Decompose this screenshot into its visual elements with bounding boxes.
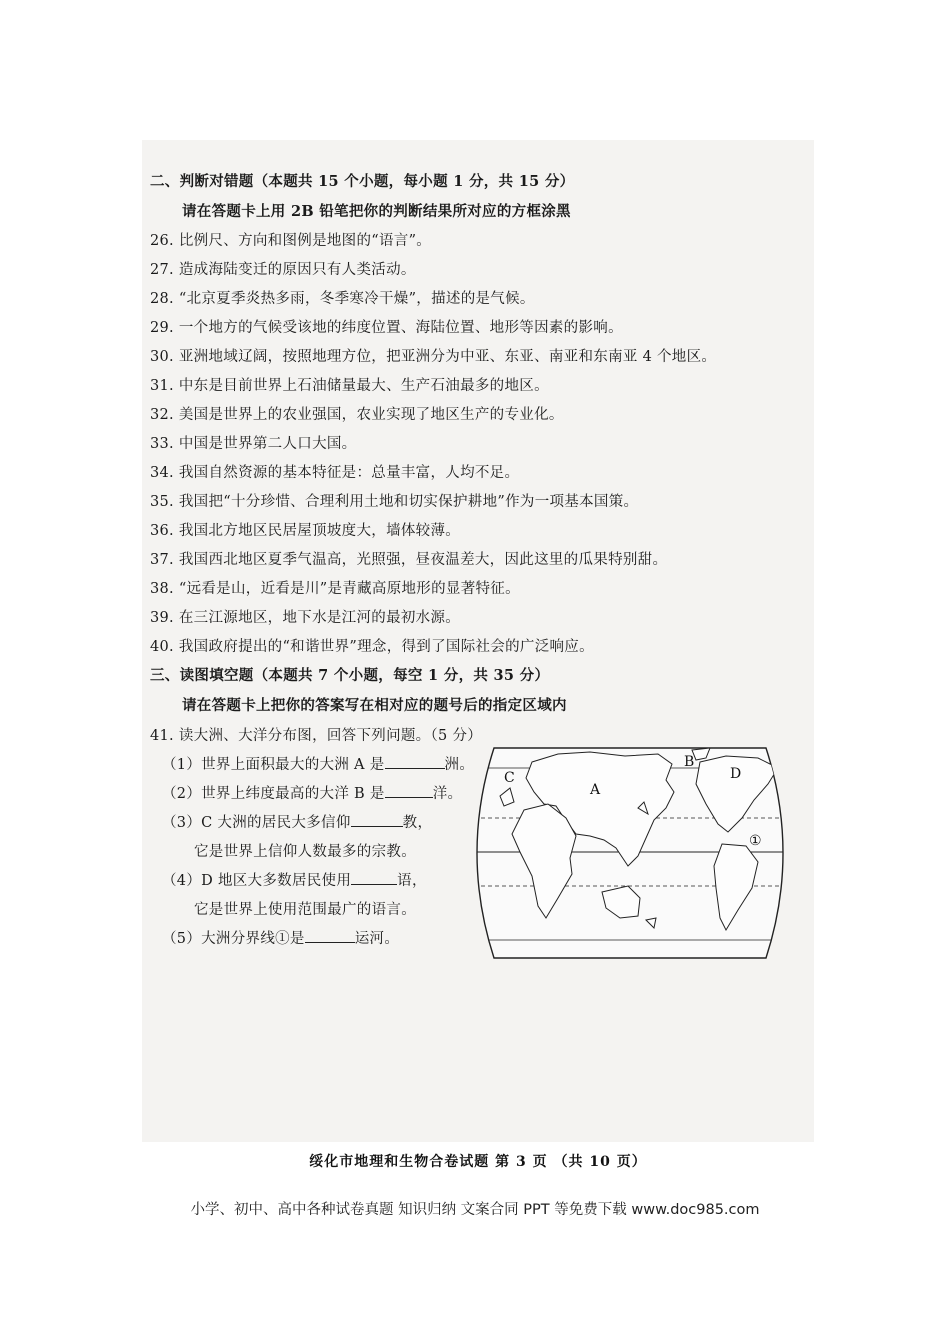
q41-part3-suffix: 教， (402, 815, 433, 831)
map-label-a: A (590, 782, 601, 798)
scanned-page (142, 140, 814, 1170)
question-41-stem: 41. 读大洲、大洋分布图，回答下列问题。（5 分） (150, 728, 483, 744)
section3-title: 三、读图填空题（本题共 7 个小题，每空 1 分，共 35 分） (150, 667, 550, 684)
answer-blank-4[interactable] (351, 870, 397, 885)
section2-instruction: 请在答题卡上用 2B 铅笔把你的判断结果所对应的方框涂黑 (182, 203, 571, 220)
download-banner: 小学、初中、高中各种试卷真题 知识归纳 文案合同 PPT 等免费下载 www.doc985.com (190, 1202, 760, 1218)
q41-part4-text: （4）D 地区大多数居民使用 (162, 873, 352, 889)
question-37: 37. 我国西北地区夏季气温高，光照强，昼夜温差大，因此这里的瓜果特别甜。 (150, 552, 668, 568)
question-35: 35. 我国把“十分珍惜、合理利用土地和切实保护耕地”作为一项基本国策。 (150, 494, 639, 510)
q41-part3 (162, 811, 432, 832)
q41-part4-suffix: 语， (397, 873, 427, 889)
question-30: 30. 亚洲地域辽阔，按照地理方位，把亚洲分为中亚、东亚、南亚和东南亚 4 个地区。 (150, 349, 717, 365)
question-34: 34. 我国自然资源的基本特征是：总量丰富，人均不足。 (150, 465, 520, 481)
question-39: 39. 在三江源地区，地下水是江河的最初水源。 (150, 610, 461, 626)
q41-part1-text: （1）世界上面积最大的大洲 A 是 (162, 757, 385, 773)
q41-part2 (162, 782, 462, 803)
q41-part4-continued: 它是世界上使用范围最广的语言。 (194, 902, 416, 918)
answer-blank-3[interactable] (351, 812, 403, 827)
question-38: 38. “远看是山，近看是川”是青藏高原地形的显著特征。 (150, 581, 520, 597)
q41-part5-text: （5）大洲分界线①是 (162, 931, 305, 947)
answer-blank-1[interactable] (385, 754, 445, 769)
q41-part4 (162, 869, 427, 890)
q41-part5-suffix: 运河。 (354, 931, 400, 947)
question-26: 26. 比例尺、方向和图例是地图的“语言”。 (150, 233, 432, 249)
q41-part3-continued: 它是世界上信仰人数最多的宗教。 (194, 844, 416, 860)
question-31: 31. 中东是目前世界上石油储量最大、生产石油最多的地区。 (150, 378, 549, 394)
question-36: 36. 我国北方地区民居屋顶坡度大，墙体较薄。 (150, 523, 461, 539)
world-continent-ocean-map (460, 748, 800, 958)
question-29: 29. 一个地方的气候受该地的纬度位置、海陆位置、地形等因素的影响。 (150, 320, 623, 336)
question-28: 28. “北京夏季炎热多雨，冬季寒冷干燥”，描述的是气候。 (150, 291, 535, 307)
section3-instruction: 请在答题卡上把你的答案写在相对应的题号后的指定区域内 (182, 697, 567, 714)
question-33: 33. 中国是世界第二人口大国。 (150, 436, 357, 452)
question-27: 27. 造成海陆变迁的原因只有人类活动。 (150, 262, 416, 278)
q41-part3-text: （3）C 大洲的居民大多信仰 (162, 815, 351, 831)
q41-part2-text: （2）世界上纬度最高的大洋 B 是 (162, 786, 385, 802)
map-label-c: C (504, 770, 515, 786)
q41-part1-suffix: 洲。 (444, 757, 475, 773)
map-label-d: D (730, 766, 742, 782)
question-32: 32. 美国是世界上的农业强国，农业实现了地区生产的专业化。 (150, 407, 564, 423)
q41-part2-suffix: 洋。 (432, 786, 463, 802)
page-footer: 绥化市地理和生物合卷试题 第 3 页 （共 10 页） (309, 1154, 647, 1170)
answer-blank-5[interactable] (305, 928, 355, 943)
q41-part5 (162, 927, 399, 948)
map-label-b: B (684, 754, 695, 770)
q41-part1 (162, 753, 474, 774)
bleed-through-text (537, 150, 807, 266)
section2-title: 二、判断对错题（本题共 15 个小题，每小题 1 分，共 15 分） (150, 173, 575, 190)
question-40: 40. 我国政府提出的“和谐世界”理念，得到了国际社会的广泛响应。 (150, 639, 594, 655)
answer-blank-2[interactable] (385, 783, 433, 798)
map-label-circle-1: ① (749, 833, 762, 849)
